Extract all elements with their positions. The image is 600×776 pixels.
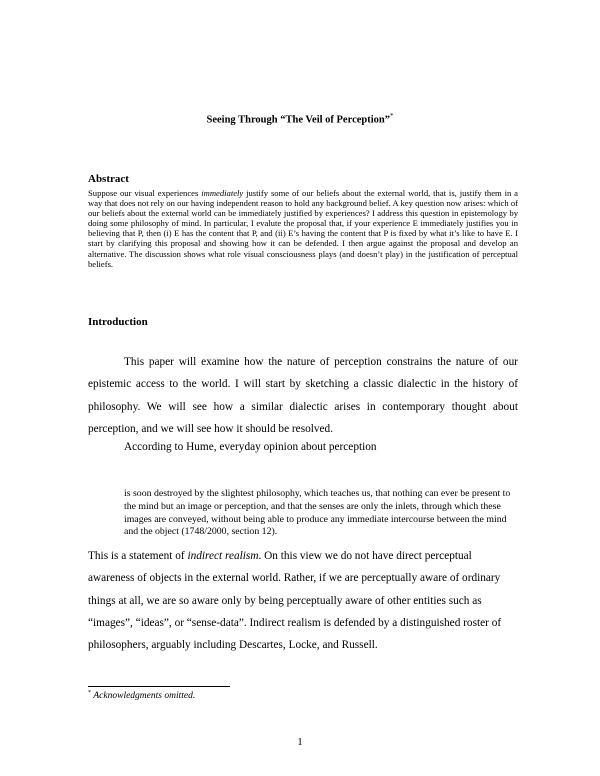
footnote-text: Acknowledgments omitted. [93, 691, 196, 702]
footnote [88, 690, 195, 701]
indirect-realism-term: indirect realism [187, 550, 259, 562]
hume-block-quote: is soon destroyed by the slightest philosophy, which teaches us, that nothing can ever be present to the mind but an image or perception, and that the senses are only the inlets, through which these images are conveyed, without being able to produce any immediate intercourse between the mind and the object (1748/2000, section 12). [124, 488, 511, 538]
intro-paragraph-2: According to Hume, everyday opinion about perception [124, 441, 377, 453]
para3-rest: . On this view we do not have direct perceptual awareness of objects in the external world. Rather, if we are perceptually aware of ordinary things at all, we are so aware only by being perceptually aware of other entities such as “images”, “ideas”, or “sense-data”. Indirect realism is defended by a distinguished roster of philosophers, arguably including Descartes, Locke, and Russell. [88, 550, 502, 652]
para3-start: This is a statement of [88, 550, 188, 562]
footnote-divider [88, 686, 230, 687]
abstract-text-start: Suppose our visual experiences [88, 188, 202, 198]
paper-title-text: Seeing Through “The Veil of Perception” [206, 114, 390, 126]
abstract-heading: Abstract [88, 173, 129, 185]
intro-paragraph-3 [88, 545, 518, 656]
intro-paragraph-1: This paper will examine how the nature of perception constrains the nature of our epistemic access to the world. I will start by sketching a classic dialectic in the history of philosophy. We will see how a similar dialectic arises in contemporary thought about perception, and we will see how it should be resolved. [88, 356, 518, 435]
abstract-text-rest: justify some of our beliefs about the external world, that is, justify them in a way that does not rely on our having independent reason to hold any background belief. A key question now arises: which of our beliefs about the external world can be immediately justified by experiences? I address this question in epistemology by doing some philosophy of mind. In particular, I evalute the proposal that, if your experience E immediately justifies you in believing that P, then (i) E has the content that P, and (ii) E’s having the content that P is fixed by what it’s like to have E. I start by clarifying this proposal and showing how it can be defended. I then argue against the proposal and develop an alternative. The discussion shows what role visual consciousness plays (and doesn’t play) in the justification of perceptual beliefs. [88, 188, 518, 269]
page-number: 1 [297, 736, 303, 748]
introduction-heading: Introduction [88, 316, 148, 328]
footnote-marker-title: * [389, 112, 394, 120]
abstract-text [88, 188, 518, 269]
footnote-marker: * [88, 690, 91, 696]
abstract-emphasis: immediately [201, 188, 244, 198]
paper-title [0, 112, 600, 126]
